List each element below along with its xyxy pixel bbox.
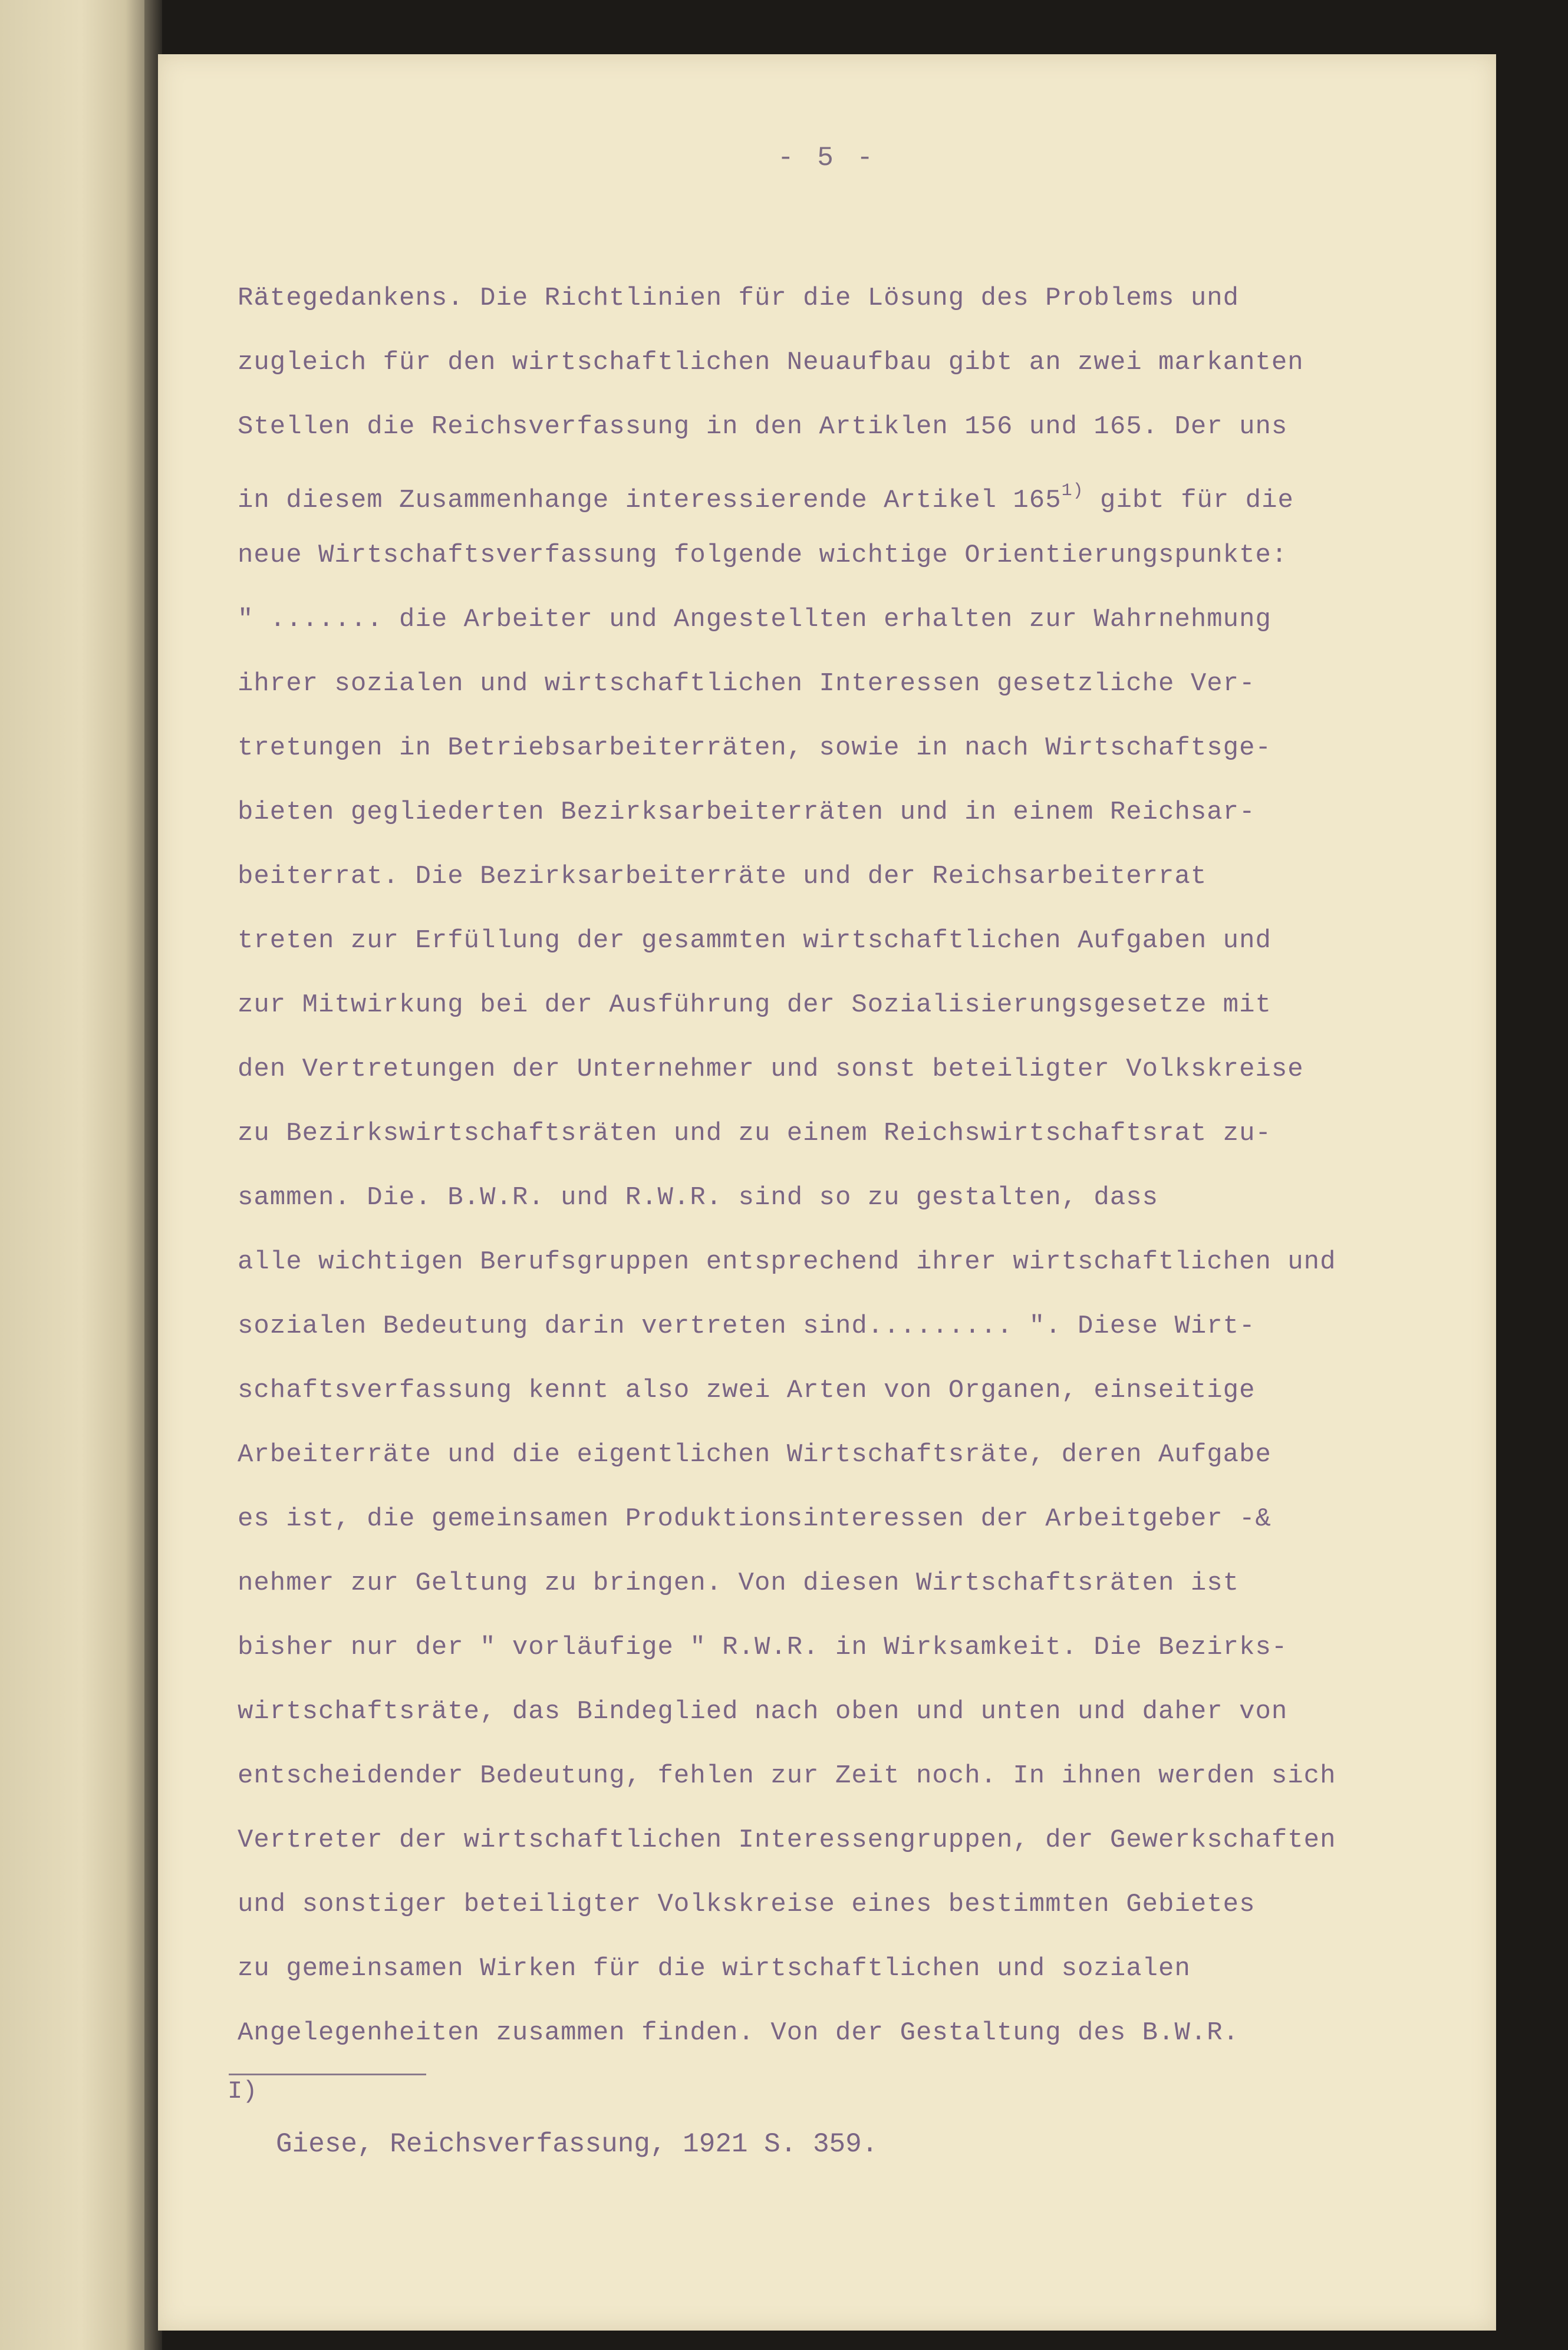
text-line-4-main: in diesem Zusammenhange interessierende Artikel 165 [238,486,1062,515]
text-line-18: schaftsverfassung kennt also zwei Arten von Organen, einseitige [238,1376,1256,1405]
text-line-5: neue Wirtschaftsverfassung folgende wichtige Orientierungspunkte: [238,540,1288,570]
text-line-22: bisher nur der " vorläufige " R.W.R. in Wirksamkeit. Die Bezirks- [238,1633,1288,1662]
text-line-24: entscheidender Bedeutung, fehlen zur Zeit noch. In ihnen werden sich [238,1761,1336,1791]
text-line-21: nehmer zur Geltung zu bringen. Von diesen Wirtschaftsräten ist [238,1568,1240,1598]
text-line-4-tail: gibt für die [1083,486,1294,515]
text-line-8: tretungen in Betriebsarbeiterräten, sowie in nach Wirtschaftsge- [238,733,1271,763]
text-line-1: Rätegedankens. Die Richtlinien für die Lösung des Problems und [238,284,1240,313]
text-line-26: und sonstiger beteiligter Volkskreise eines bestimmten Gebietes [238,1890,1256,1919]
text-line-25: Vertreter der wirtschaftlichen Interessengruppen, der Gewerkschaften [238,1825,1336,1855]
text-line-27: zu gemeinsamen Wirken für die wirtschaftlichen und sozialen [238,1954,1191,1983]
page-number: - 5 - [777,143,877,173]
footnote-text: Giese, Reichsverfassung, 1921 S. 359. [276,2129,878,2160]
text-line-7: ihrer sozialen und wirtschaftlichen Interessen gesetzliche Ver- [238,669,1256,698]
text-line-15: sammen. Die. B.W.R. und R.W.R. sind so zu gestalten, dass [238,1183,1159,1212]
footnote-divider [229,2074,426,2075]
text-line-9: bieten gegliederten Bezirksarbeiterräten und in einem Reichsar- [238,797,1256,827]
text-line-3: Stellen die Reichsverfassung in den Artiklen 156 und 165. Der uns [238,412,1288,441]
footnote-reference: 1) [1061,481,1084,501]
text-line-13: den Vertretungen der Unternehmer und sonst beteiligter Volkskreise [238,1054,1304,1084]
text-line-20: es ist, die gemeinsamen Produktionsinteressen der Arbeitgeber -& [238,1504,1271,1534]
text-line-17: sozialen Bedeutung darin vertreten sind......... ". Diese Wirt- [238,1311,1256,1341]
footnote-marker: I) [228,2077,258,2105]
text-line-23: wirtschaftsräte, das Bindeglied nach oben und unten und daher von [238,1697,1288,1726]
text-line-14: zu Bezirkswirtschaftsräten und zu einem Reichswirtschaftsrat zu- [238,1119,1271,1148]
text-line-6: " ....... die Arbeiter und Angestellten erhalten zur Wahrnehmung [238,605,1271,634]
text-line-4 [238,459,1464,523]
body-text [238,266,1464,2065]
text-line-12: zur Mitwirkung bei der Ausführung der Sozialisierungsgesetze mit [238,990,1271,1020]
text-line-16: alle wichtigen Berufsgruppen entsprechend ihrer wirtschaftlichen und [238,1247,1336,1277]
text-line-11: treten zur Erfüllung der gesammten wirtschaftlichen Aufgaben und [238,926,1271,955]
document-page [158,54,1496,2331]
text-line-28: Angelegenheiten zusammen finden. Von der Gestaltung des B.W.R. [238,2018,1240,2048]
facing-page-edge [0,0,147,2350]
text-line-19: Arbeiterräte und die eigentlichen Wirtschaftsräte, deren Aufgabe [238,1440,1271,1469]
text-line-10: beiterrat. Die Bezirksarbeiterräte und der Reichsarbeiterrat [238,862,1207,891]
text-line-2: zugleich für den wirtschaftlichen Neuaufbau gibt an zwei markanten [238,348,1304,377]
